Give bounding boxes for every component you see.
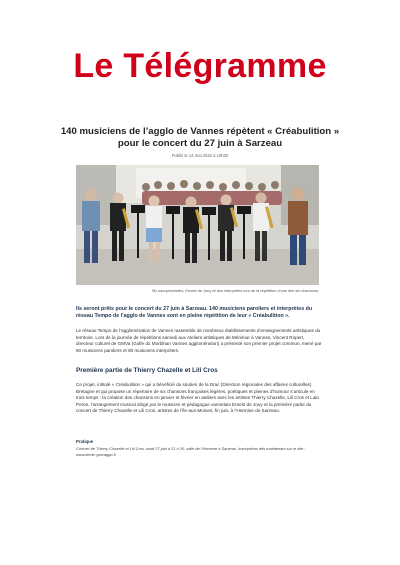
article-lead: Ils seront prêts pour le concert du 27 juin à Sarzeau. 140 musiciens paroliers et interprètes du réseau Tempo de l’agglo de Vannes sont en pleine répétition de leur « Créabulition ». <box>76 306 313 320</box>
article-paragraph-2: Ce projet, intitulé « Créabulition » qui a bénéficié du soutien de la Drac (Direction régionales des affaires culturelles) Bretagne et qui propose un répertoire de six chansons françaises légères, poétiques et pleines d’humour s’articule en trois temps : la création des chansons en janvier et février en ateliers avec les artistes Thierry Chazelle, Lili Cros et Lalo Peron, l’arrangement musical dirigé par le musicien et pédagogue vannetais Ernest de Jouy et la première partie du concert de Thierry Chazelle et Lili Cros, artistes de l’île-aux-Moines, fin juin, à l’Hermine de Sarzeau. <box>76 382 319 414</box>
article-subheading: Première partie de Thierry Chazelle et Lili Cros <box>76 367 218 374</box>
pratique-info: Concert de Thierry Chazelle et Lili Cros, lundi 27 juin à 21 h 30, salle de l’Hermine à Sarzeau. Inscriptions dès maintenant sur le site : www.declic-gmvaggo.fr <box>76 446 306 457</box>
rehearsal-photo-illustration <box>76 165 319 285</box>
photo-caption: Six saxophonistes, Ernest de Jouy et des interprètes lors de la répétition d’une des six chansons. <box>151 288 319 293</box>
masthead-logo: Le Télégramme <box>73 47 327 85</box>
article-paragraph-1: Le réseau Tempo de l’agglomération de Vannes rassemble de nombreux établissements d’enseignements artistiques du territoire. Lors de la journée de répétitions samedi aux Ateliers artistiques de Ménimur à Vannes, Vincent Ropert, directeur culturel de GMVa (Golfe du Morbihan Vannes agglomération) a présenté son premier projet commun, mené par 60 musiciens paroliers et 80 musiciens interprètes. <box>76 328 322 353</box>
article-photo <box>76 165 319 285</box>
pratique-heading: Pratique <box>76 439 94 444</box>
article-headline: 140 musiciens de l’agglo de Vannes répètent « Créabulition » pour le concert du 27 juin à Sarzeau <box>60 126 340 149</box>
publication-date: Publié le 14 mai 2022 à 19h00 <box>171 153 229 158</box>
